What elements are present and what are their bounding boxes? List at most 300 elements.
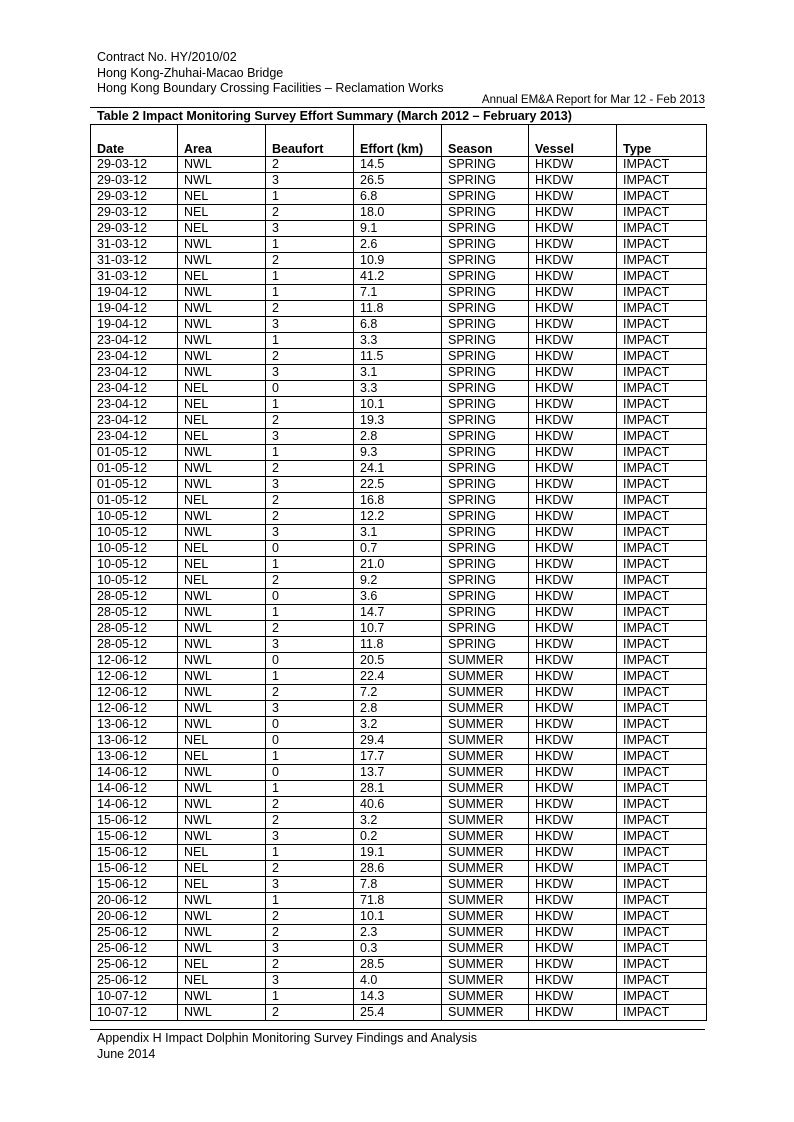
- table-row: [91, 925, 707, 941]
- table-cell: SUMMER: [442, 925, 529, 941]
- table-cell: IMPACT: [617, 445, 707, 461]
- table-cell: HKDW: [529, 765, 617, 781]
- table-cell: SUMMER: [442, 989, 529, 1005]
- table-cell: NEL: [178, 381, 266, 397]
- table-cell: 0: [266, 381, 354, 397]
- contract-number: Contract No. HY/2010/02: [97, 50, 237, 64]
- table-cell: HKDW: [529, 589, 617, 605]
- table-cell: 10.1: [354, 397, 442, 413]
- table-cell: IMPACT: [617, 525, 707, 541]
- table-cell: SPRING: [442, 381, 529, 397]
- table-cell: NEL: [178, 221, 266, 237]
- table-cell: 3.1: [354, 525, 442, 541]
- table-row: [91, 589, 707, 605]
- table-cell: 25.4: [354, 1005, 442, 1021]
- table-cell: SUMMER: [442, 829, 529, 845]
- table-cell: 3: [266, 877, 354, 893]
- table-cell: SUMMER: [442, 1005, 529, 1021]
- facility-name: Hong Kong Boundary Crossing Facilities – Reclamation Works: [97, 81, 444, 95]
- column-header: Vessel: [529, 125, 617, 157]
- table-row: [91, 365, 707, 381]
- table-cell: 41.2: [354, 269, 442, 285]
- table-cell: 23-04-12: [91, 413, 178, 429]
- table-cell: NWL: [178, 349, 266, 365]
- table-cell: 3: [266, 477, 354, 493]
- table-cell: IMPACT: [617, 317, 707, 333]
- table-cell: 2.6: [354, 237, 442, 253]
- table-cell: 2: [266, 861, 354, 877]
- table-cell: NEL: [178, 877, 266, 893]
- table-cell: HKDW: [529, 829, 617, 845]
- column-header: Season: [442, 125, 529, 157]
- table-cell: 20.5: [354, 653, 442, 669]
- table-cell: NWL: [178, 685, 266, 701]
- table-cell: HKDW: [529, 685, 617, 701]
- table-cell: 23-04-12: [91, 381, 178, 397]
- table-row: [91, 989, 707, 1005]
- table-cell: NWL: [178, 237, 266, 253]
- table-cell: HKDW: [529, 445, 617, 461]
- table-cell: HKDW: [529, 237, 617, 253]
- table-cell: NWL: [178, 717, 266, 733]
- table-cell: SPRING: [442, 541, 529, 557]
- table-cell: 2: [266, 157, 354, 173]
- table-cell: SPRING: [442, 173, 529, 189]
- table-cell: 1: [266, 989, 354, 1005]
- table-cell: SUMMER: [442, 893, 529, 909]
- table-cell: 2: [266, 461, 354, 477]
- table-cell: 10-05-12: [91, 541, 178, 557]
- table-cell: 2: [266, 205, 354, 221]
- table-cell: IMPACT: [617, 829, 707, 845]
- table-cell: HKDW: [529, 573, 617, 589]
- table-cell: IMPACT: [617, 477, 707, 493]
- table-cell: 29.4: [354, 733, 442, 749]
- table-row: [91, 173, 707, 189]
- table-row: [91, 733, 707, 749]
- table-cell: 31-03-12: [91, 269, 178, 285]
- table-cell: 20-06-12: [91, 909, 178, 925]
- table-row: [91, 157, 707, 173]
- table-row: [91, 493, 707, 509]
- table-cell: NWL: [178, 525, 266, 541]
- table-row: [91, 333, 707, 349]
- table-cell: 1: [266, 893, 354, 909]
- table-row: [91, 909, 707, 925]
- table-cell: NWL: [178, 669, 266, 685]
- table-row: [91, 685, 707, 701]
- table-cell: 12-06-12: [91, 653, 178, 669]
- table-cell: 28-05-12: [91, 589, 178, 605]
- table-cell: SPRING: [442, 445, 529, 461]
- table-cell: 0: [266, 653, 354, 669]
- table-cell: HKDW: [529, 461, 617, 477]
- table-row: [91, 605, 707, 621]
- table-cell: IMPACT: [617, 365, 707, 381]
- table-cell: NWL: [178, 285, 266, 301]
- table-cell: IMPACT: [617, 333, 707, 349]
- table-cell: IMPACT: [617, 845, 707, 861]
- table-cell: 23-04-12: [91, 397, 178, 413]
- table-row: [91, 285, 707, 301]
- table-cell: NWL: [178, 301, 266, 317]
- table-cell: IMPACT: [617, 397, 707, 413]
- table-row: [91, 253, 707, 269]
- table-cell: 0: [266, 765, 354, 781]
- table-cell: NWL: [178, 829, 266, 845]
- table-cell: IMPACT: [617, 237, 707, 253]
- table-cell: HKDW: [529, 957, 617, 973]
- table-cell: SPRING: [442, 157, 529, 173]
- table-row: [91, 1005, 707, 1021]
- table-cell: SPRING: [442, 301, 529, 317]
- table-cell: 0: [266, 717, 354, 733]
- table-cell: 14-06-12: [91, 797, 178, 813]
- table-cell: SPRING: [442, 269, 529, 285]
- table-cell: NEL: [178, 557, 266, 573]
- table-cell: NWL: [178, 445, 266, 461]
- table-cell: IMPACT: [617, 509, 707, 525]
- table-cell: IMPACT: [617, 669, 707, 685]
- table-cell: NEL: [178, 189, 266, 205]
- report-name: Annual EM&A Report for Mar 12 - Feb 2013: [481, 94, 705, 106]
- table-cell: 25-06-12: [91, 925, 178, 941]
- table-cell: 23-04-12: [91, 365, 178, 381]
- table-cell: 1: [266, 749, 354, 765]
- table-row: [91, 477, 707, 493]
- table-cell: 16.8: [354, 493, 442, 509]
- table-cell: NWL: [178, 701, 266, 717]
- table-cell: IMPACT: [617, 461, 707, 477]
- table-cell: NWL: [178, 941, 266, 957]
- table-cell: SPRING: [442, 397, 529, 413]
- table-cell: 3: [266, 525, 354, 541]
- table-cell: 29-03-12: [91, 189, 178, 205]
- table-cell: HKDW: [529, 349, 617, 365]
- table-cell: 1: [266, 285, 354, 301]
- table-cell: 13-06-12: [91, 733, 178, 749]
- table-cell: 12-06-12: [91, 669, 178, 685]
- table-cell: HKDW: [529, 317, 617, 333]
- table-cell: IMPACT: [617, 893, 707, 909]
- table-cell: HKDW: [529, 621, 617, 637]
- table-row: [91, 221, 707, 237]
- table-row: [91, 797, 707, 813]
- table-cell: NWL: [178, 589, 266, 605]
- table-cell: 1: [266, 669, 354, 685]
- table-cell: 1: [266, 605, 354, 621]
- table-row: [91, 413, 707, 429]
- table-cell: SUMMER: [442, 717, 529, 733]
- table-cell: NEL: [178, 493, 266, 509]
- table-cell: SUMMER: [442, 877, 529, 893]
- table-cell: IMPACT: [617, 557, 707, 573]
- table-cell: 15-06-12: [91, 877, 178, 893]
- table-cell: HKDW: [529, 381, 617, 397]
- table-cell: IMPACT: [617, 957, 707, 973]
- table-cell: 9.2: [354, 573, 442, 589]
- table-cell: 15-06-12: [91, 845, 178, 861]
- table-cell: NEL: [178, 749, 266, 765]
- table-cell: IMPACT: [617, 589, 707, 605]
- table-cell: 0: [266, 541, 354, 557]
- table-cell: IMPACT: [617, 925, 707, 941]
- table-row: [91, 317, 707, 333]
- table-cell: IMPACT: [617, 781, 707, 797]
- table-cell: SUMMER: [442, 749, 529, 765]
- column-header: Effort (km): [354, 125, 442, 157]
- table-cell: 28-05-12: [91, 637, 178, 653]
- table-cell: HKDW: [529, 477, 617, 493]
- table-cell: 19-04-12: [91, 301, 178, 317]
- table-cell: HKDW: [529, 733, 617, 749]
- table-cell: SPRING: [442, 285, 529, 301]
- table-cell: 01-05-12: [91, 477, 178, 493]
- table-cell: 1: [266, 397, 354, 413]
- table-cell: HKDW: [529, 269, 617, 285]
- table-row: [91, 573, 707, 589]
- table-cell: 10-07-12: [91, 1005, 178, 1021]
- table-cell: 13.7: [354, 765, 442, 781]
- table-cell: 10-07-12: [91, 989, 178, 1005]
- table-cell: 2: [266, 925, 354, 941]
- table-cell: IMPACT: [617, 285, 707, 301]
- table-cell: 3.1: [354, 365, 442, 381]
- table-cell: SPRING: [442, 477, 529, 493]
- table-cell: SUMMER: [442, 733, 529, 749]
- table-row: [91, 637, 707, 653]
- project-name: Hong Kong-Zhuhai-Macao Bridge: [97, 66, 284, 80]
- table-cell: 3.3: [354, 333, 442, 349]
- table-cell: 29-03-12: [91, 157, 178, 173]
- table-header-row: [91, 125, 707, 157]
- table-cell: 2: [266, 685, 354, 701]
- table-cell: HKDW: [529, 509, 617, 525]
- table-cell: 13-06-12: [91, 717, 178, 733]
- table-cell: 31-03-12: [91, 253, 178, 269]
- table-row: [91, 653, 707, 669]
- table-cell: 28-05-12: [91, 605, 178, 621]
- report-date: June 2014: [97, 1047, 156, 1061]
- table-cell: IMPACT: [617, 765, 707, 781]
- table-cell: HKDW: [529, 813, 617, 829]
- table-cell: 19-04-12: [91, 285, 178, 301]
- table-cell: NEL: [178, 269, 266, 285]
- table-cell: HKDW: [529, 253, 617, 269]
- table-cell: 10.7: [354, 621, 442, 637]
- table-cell: 2: [266, 957, 354, 973]
- table-title: Table 2 Impact Monitoring Survey Effort Summary (March 2012 – February 2013): [97, 109, 572, 123]
- table-cell: HKDW: [529, 701, 617, 717]
- table-cell: IMPACT: [617, 685, 707, 701]
- table-cell: IMPACT: [617, 1005, 707, 1021]
- table-cell: HKDW: [529, 973, 617, 989]
- table-cell: IMPACT: [617, 701, 707, 717]
- table-cell: 22.5: [354, 477, 442, 493]
- table-cell: 11.8: [354, 637, 442, 653]
- table-cell: SPRING: [442, 573, 529, 589]
- table-cell: SUMMER: [442, 685, 529, 701]
- table-cell: 2.8: [354, 701, 442, 717]
- table-cell: HKDW: [529, 397, 617, 413]
- table-cell: NWL: [178, 989, 266, 1005]
- table-row: [91, 877, 707, 893]
- table-row: [91, 445, 707, 461]
- table-cell: IMPACT: [617, 909, 707, 925]
- table-cell: IMPACT: [617, 861, 707, 877]
- table-cell: SUMMER: [442, 813, 529, 829]
- table-cell: 0.2: [354, 829, 442, 845]
- table-cell: 11.8: [354, 301, 442, 317]
- table-cell: SPRING: [442, 333, 529, 349]
- table-cell: 29-03-12: [91, 173, 178, 189]
- table-cell: 14.7: [354, 605, 442, 621]
- table-cell: HKDW: [529, 493, 617, 509]
- table-cell: 3: [266, 173, 354, 189]
- table-cell: 14-06-12: [91, 765, 178, 781]
- table-cell: 2: [266, 253, 354, 269]
- table-cell: 12-06-12: [91, 701, 178, 717]
- table-cell: SUMMER: [442, 797, 529, 813]
- table-cell: SPRING: [442, 637, 529, 653]
- table-row: [91, 381, 707, 397]
- table-cell: 6.8: [354, 189, 442, 205]
- table-cell: 10.9: [354, 253, 442, 269]
- table-cell: 26.5: [354, 173, 442, 189]
- table-cell: 3.3: [354, 381, 442, 397]
- table-cell: NWL: [178, 333, 266, 349]
- table-row: [91, 957, 707, 973]
- table-cell: NWL: [178, 637, 266, 653]
- table-row: [91, 189, 707, 205]
- table-cell: 22.4: [354, 669, 442, 685]
- table-cell: HKDW: [529, 925, 617, 941]
- table-cell: IMPACT: [617, 621, 707, 637]
- table-cell: IMPACT: [617, 989, 707, 1005]
- table-cell: 1: [266, 781, 354, 797]
- table-row: [91, 461, 707, 477]
- table-cell: HKDW: [529, 285, 617, 301]
- table-cell: 71.8: [354, 893, 442, 909]
- table-cell: SUMMER: [442, 701, 529, 717]
- table-cell: IMPACT: [617, 173, 707, 189]
- table-cell: NWL: [178, 173, 266, 189]
- table-cell: 3.2: [354, 717, 442, 733]
- table-cell: 9.3: [354, 445, 442, 461]
- table-row: [91, 237, 707, 253]
- survey-effort-table: [90, 124, 707, 1021]
- table-cell: 3: [266, 829, 354, 845]
- table-cell: 19-04-12: [91, 317, 178, 333]
- table-row: [91, 893, 707, 909]
- table-cell: IMPACT: [617, 429, 707, 445]
- table-cell: 1: [266, 333, 354, 349]
- table-cell: 24.1: [354, 461, 442, 477]
- table-cell: 29-03-12: [91, 221, 178, 237]
- table-row: [91, 557, 707, 573]
- table-cell: SPRING: [442, 365, 529, 381]
- table-cell: SUMMER: [442, 957, 529, 973]
- table-cell: IMPACT: [617, 493, 707, 509]
- table-cell: SPRING: [442, 221, 529, 237]
- table-cell: NWL: [178, 1005, 266, 1021]
- table-cell: 3: [266, 221, 354, 237]
- table-cell: IMPACT: [617, 797, 707, 813]
- table-cell: 3: [266, 429, 354, 445]
- table-cell: 21.0: [354, 557, 442, 573]
- table-cell: SUMMER: [442, 941, 529, 957]
- table-cell: 1: [266, 269, 354, 285]
- table-cell: 7.2: [354, 685, 442, 701]
- table-cell: 20-06-12: [91, 893, 178, 909]
- table-cell: 10-05-12: [91, 525, 178, 541]
- table-cell: NEL: [178, 397, 266, 413]
- table-cell: 10-05-12: [91, 573, 178, 589]
- table-cell: HKDW: [529, 669, 617, 685]
- table-row: [91, 829, 707, 845]
- table-cell: 12.2: [354, 509, 442, 525]
- table-cell: NWL: [178, 157, 266, 173]
- table-row: [91, 717, 707, 733]
- table-cell: IMPACT: [617, 541, 707, 557]
- table-cell: 11.5: [354, 349, 442, 365]
- table-cell: 2.3: [354, 925, 442, 941]
- table-cell: NWL: [178, 813, 266, 829]
- table-cell: 2: [266, 621, 354, 637]
- table-cell: SPRING: [442, 237, 529, 253]
- table-cell: 10.1: [354, 909, 442, 925]
- table-cell: HKDW: [529, 157, 617, 173]
- table-cell: 1: [266, 237, 354, 253]
- table-row: [91, 749, 707, 765]
- table-cell: 6.8: [354, 317, 442, 333]
- table-cell: 9.1: [354, 221, 442, 237]
- table-cell: HKDW: [529, 861, 617, 877]
- table-row: [91, 781, 707, 797]
- table-cell: NEL: [178, 733, 266, 749]
- table-cell: HKDW: [529, 221, 617, 237]
- table-cell: 0: [266, 733, 354, 749]
- table-cell: 2: [266, 349, 354, 365]
- table-cell: HKDW: [529, 189, 617, 205]
- table-cell: 4.0: [354, 973, 442, 989]
- table-cell: 01-05-12: [91, 461, 178, 477]
- table-cell: IMPACT: [617, 205, 707, 221]
- table-cell: SPRING: [442, 493, 529, 509]
- table-cell: HKDW: [529, 205, 617, 221]
- table-cell: 15-06-12: [91, 813, 178, 829]
- table-cell: 2: [266, 1005, 354, 1021]
- table-cell: 31-03-12: [91, 237, 178, 253]
- appendix-title: Appendix H Impact Dolphin Monitoring Survey Findings and Analysis: [97, 1031, 478, 1045]
- table-cell: SUMMER: [442, 909, 529, 925]
- table-cell: 2: [266, 413, 354, 429]
- table-row: [91, 669, 707, 685]
- table-cell: 12-06-12: [91, 685, 178, 701]
- table-cell: 15-06-12: [91, 829, 178, 845]
- table-cell: SPRING: [442, 605, 529, 621]
- table-cell: IMPACT: [617, 733, 707, 749]
- table-cell: 2: [266, 909, 354, 925]
- table-cell: IMPACT: [617, 349, 707, 365]
- table-cell: 3: [266, 637, 354, 653]
- table-cell: HKDW: [529, 333, 617, 349]
- table-cell: SPRING: [442, 461, 529, 477]
- table-cell: IMPACT: [617, 717, 707, 733]
- table-cell: HKDW: [529, 637, 617, 653]
- table-cell: SPRING: [442, 189, 529, 205]
- table-cell: NEL: [178, 861, 266, 877]
